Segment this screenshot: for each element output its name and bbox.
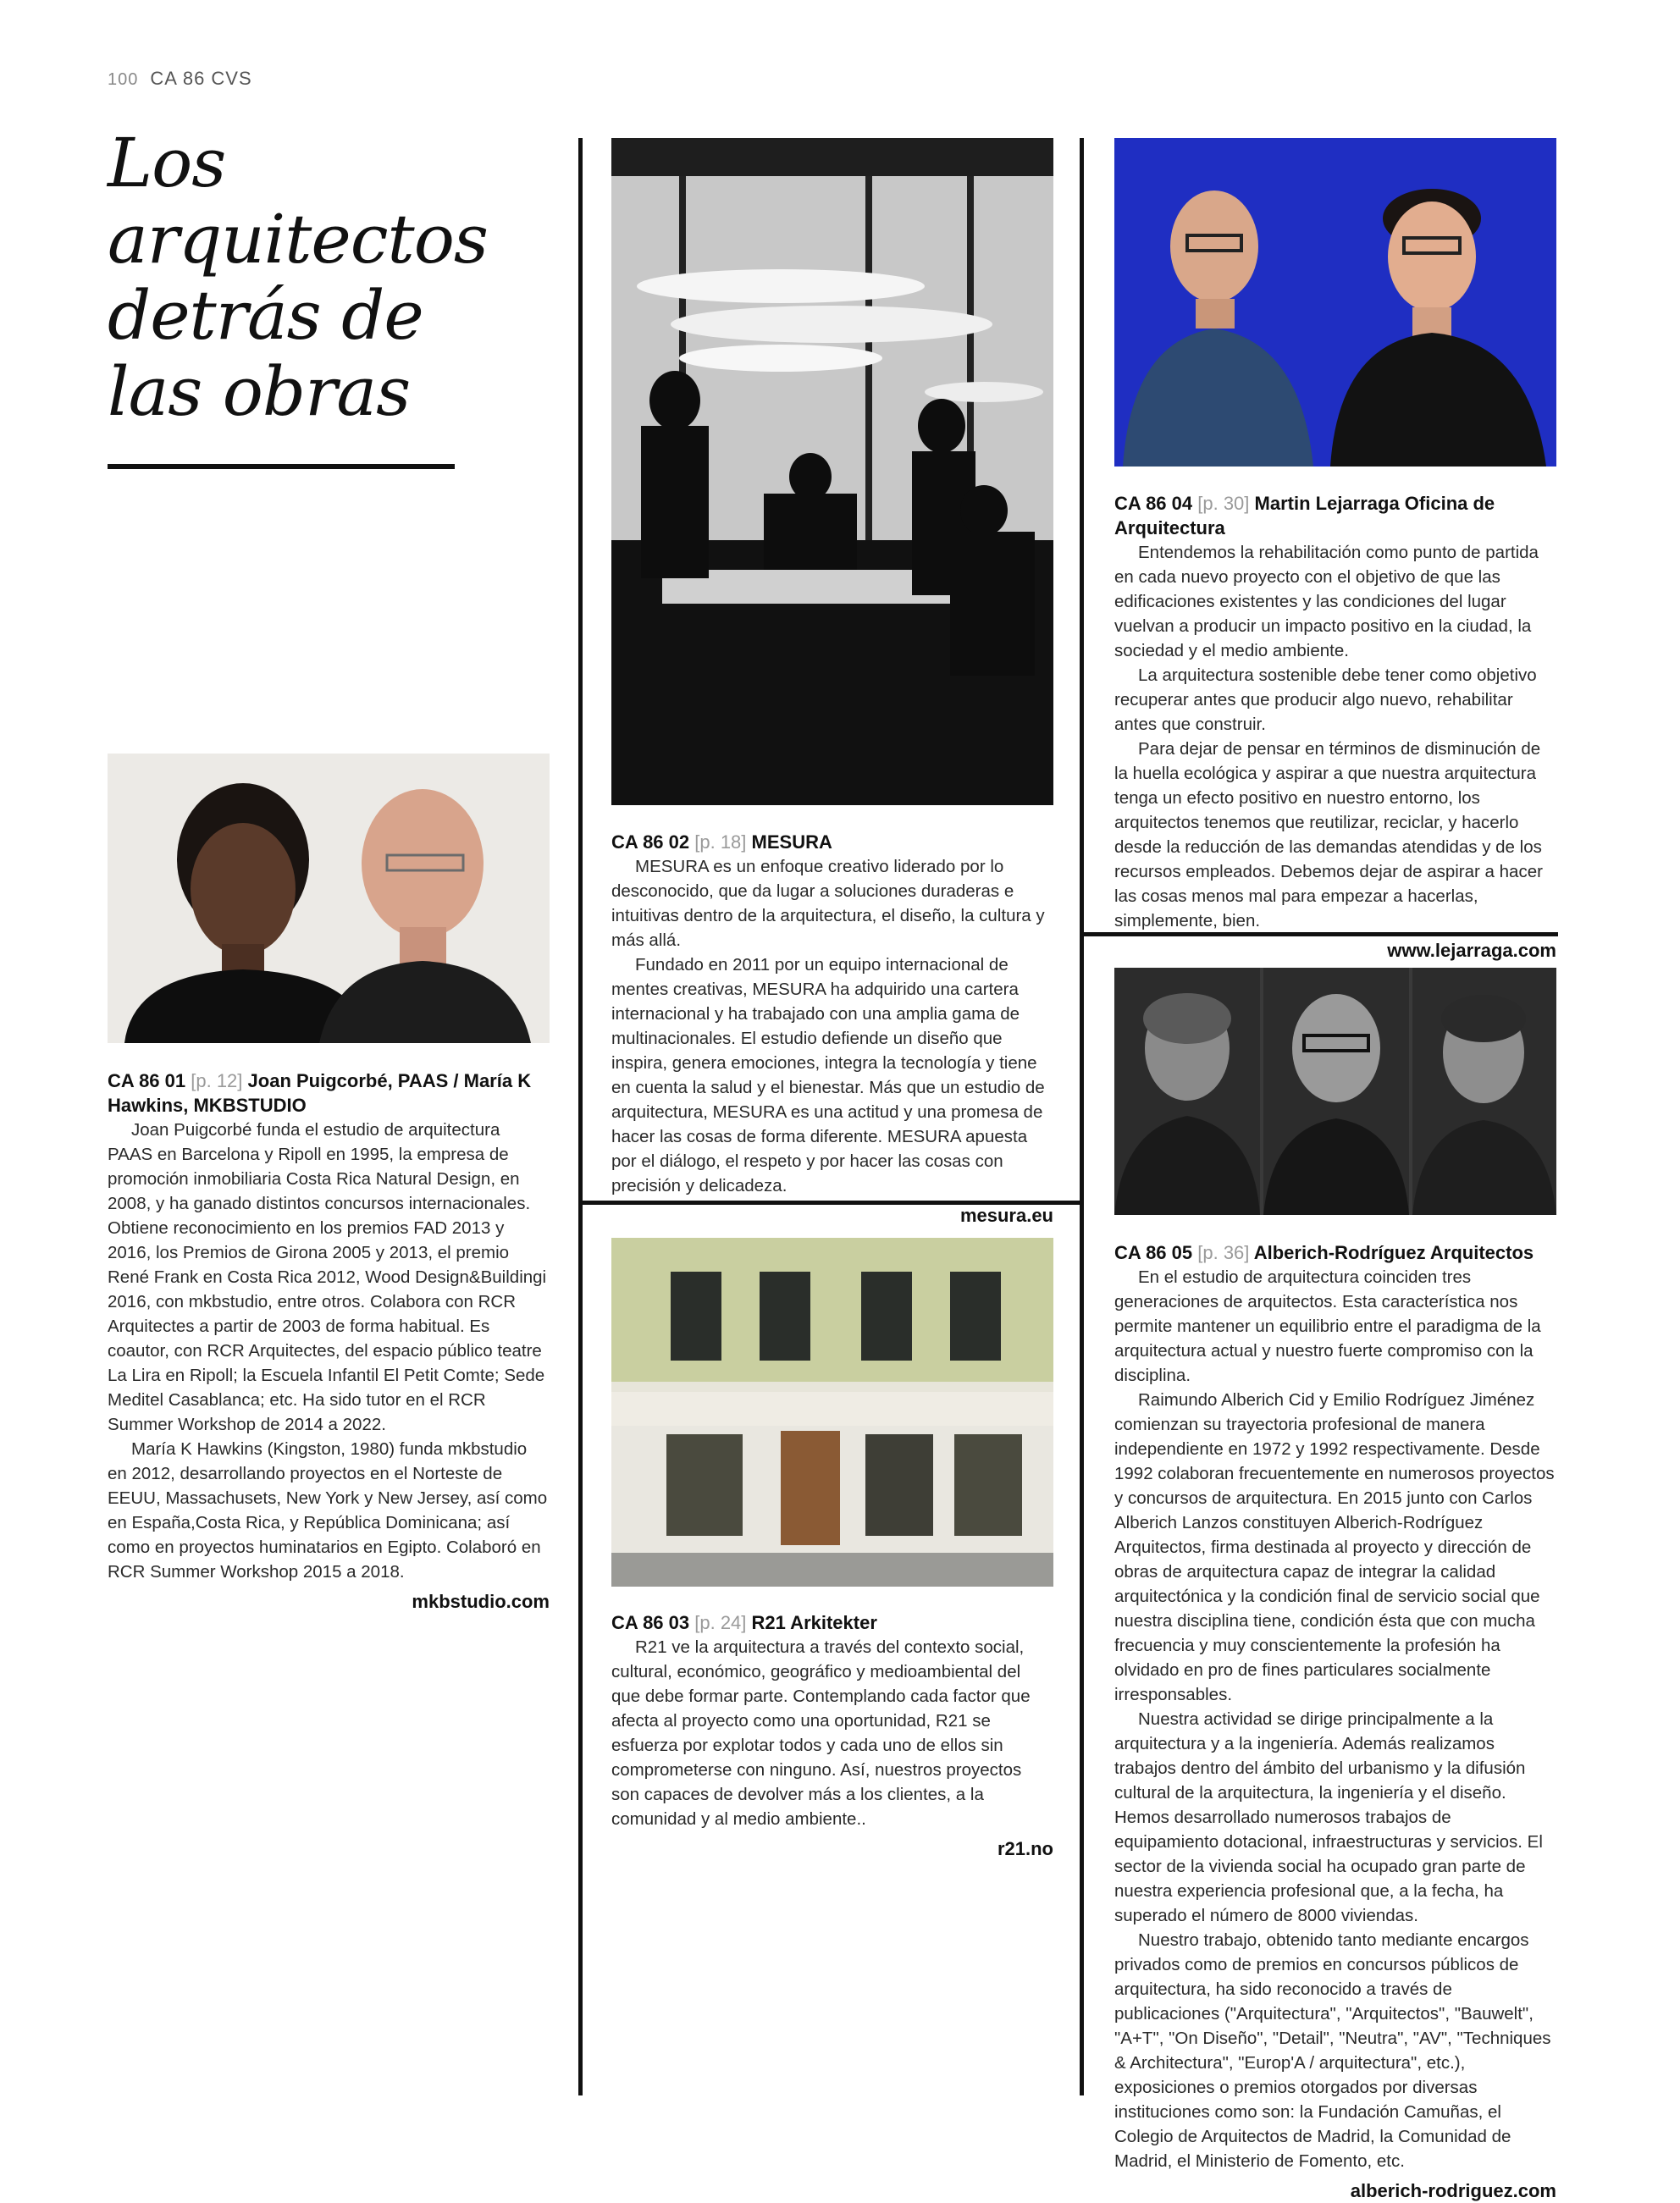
architect-entry	[1114, 1240, 1556, 2203]
entry-website-link[interactable]: r21.no	[997, 1838, 1053, 1859]
entry-code: CA 86 04	[1114, 493, 1193, 514]
entry-website-link[interactable]: mkbstudio.com	[412, 1591, 550, 1612]
entry-code: CA 86 03	[611, 1612, 690, 1633]
entry-name: Martin Lejarraga Oficina de Arquitectura	[1114, 493, 1495, 538]
entry-paragraph: Nuestra actividad se dirige principalmente a la arquitectura y a la ingeniería. Además realizamos trabajos dentro del ámbito del urbanismo y la difusión cultural de la arquitectura, la ingeniería y el diseño. Hemos desarrollado numerosos trabajos de equipamiento dotacional, infraestructuras y servicios. El sector de la vivienda social ha ocupado gran parte de nuestra experiencia profesional que, a la fecha, ha superado el número de 8000 viviendas.	[1114, 1709, 1543, 1925]
architect-entry	[1114, 491, 1556, 963]
column-divider	[1080, 138, 1084, 2095]
entry-heading	[108, 1068, 550, 1118]
entry-name: R21 Arkitekter	[751, 1612, 877, 1633]
title-line: las obras	[108, 352, 411, 431]
entry-code: CA 86 02	[611, 831, 690, 853]
page-header	[108, 68, 252, 90]
entry-heading	[611, 1610, 1053, 1635]
entry-paragraph: Raimundo Alberich Cid y Emilio Rodríguez Jiménez comienzan su trayectoria profesional de manera independiente en 1972 y 1992 respectivamente. Desde 1992 colaboran frecuentemente en numerosos proyectos y concursos de arquitectura. En 2015 junto con Carlos Alberich Lanzos constituyen Alberich-Rodríguez Arquitectos, firma destinada al proyecto y dirección de obras de arquitectura capaz de integrar la calidad arquitectónica y la condición final de servicio social que nuestra disciplina tiene, condición ésta que con mucha frecuencia y muy conscientemente la profesión ha olvidado en pro de fines particulares socialmente irresponsables.	[1114, 1390, 1555, 1704]
entry-paragraph: Para dejar de pensar en términos de disminución de la huella ecológica y aspirar a que nuestra arquitectura tenga un efecto positivo en nuestro entorno, los arquitectos tenemos que reutilizar, reciclar, y hacerlo desde la reducción de las demandas atendidas y de los recursos empleados. Debemos dejar de aspirar a hacer las cosas menos mal para empezar a hacerlas, simplemente, bien.	[1114, 739, 1543, 930]
entry-name: Alberich-Rodríguez Arquitectos	[1253, 1242, 1534, 1263]
entry-heading	[1114, 491, 1556, 540]
page-title	[108, 125, 497, 430]
entry-paragraph: Entendemos la rehabilitación como punto de partida en cada nuevo proyecto con el objetivo de que las edificaciones existentes y las condiciones del lugar vuelvan a producir un impacto positivo en la ciudad, la sociedad y el medio ambiente.	[1114, 543, 1539, 660]
title-line: detrás de	[108, 276, 423, 355]
magazine-issue: CA 86 CVS	[150, 68, 252, 89]
entry-website-link[interactable]: alberich-rodriguez.com	[1350, 2180, 1556, 2201]
entry-heading	[611, 830, 1053, 854]
entry-paragraph: María K Hawkins (Kingston, 1980) funda mkbstudio en 2012, desarrollando proyectos en el Norteste de EEUU, Massachusets, New York y New Jersey, así como en España,Costa Rica, y República Dominicana; así como en proyectos huminatarios en Egipto. Colaboró en RCR Summer Workshop 2015 a 2018.	[108, 1439, 548, 1582]
entry-paragraph: La arquitectura sostenible debe tener como objetivo recuperar antes que producir algo nuevo, rehabilitar antes que construir.	[1114, 665, 1537, 734]
entry-paragraph: Joan Puigcorbé funda el estudio de arquitectura PAAS en Barcelona y Ripoll en 1995, la empresa de promoción inmobiliaria Costa Rica Natural Design, en 2008, y ha ganado distintos concursos internacionales. Obtiene reconocimiento en los premios FAD 2013 y 2016, los Premios de Girona 2005 y 2013, el premio René Frank en Costa Rica 2012, Wood Design&Buildingi 2016, con mkbstudio, entre otros. Colabora con RCR Arquitectes a partir de 2003 de forma habitual. Es coautor, con RCR Arquitectes, del espacio público teatre La Lira en Ripoll; la Escuela Infantil El Petit Comte; Sede Meditel Casablanca; etc. Ha sido tutor en el RCR Summer Workshop de 2014 a 2022.	[108, 1120, 547, 1434]
entry-paragraph: Nuestro trabajo, obtenido tanto mediante encargos privados como de premios en concursos públicos de arquitectura, ha sido reconocido a través de publicaciones ("Arquitectura", "Arquitectos", "Bauwelt", "A+T", "On Diseño", "Detail", "Neutra", "AV", "Techniques & Architectura", "Europ'A / arquitectura", etc.), exposiciones o premios otorgados por diversas instituciones como son: la Fundación Camuñas, el Colegio de Arquitectos de Madrid, la Comunidad de Madrid, el Ministerio de Fomento, etc.	[1114, 1930, 1551, 2171]
entry-heading	[1114, 1240, 1556, 1265]
portrait-photo	[1114, 138, 1556, 467]
page-reference: [p. 24]	[694, 1612, 747, 1633]
title-line: Los	[108, 124, 226, 202]
page-number: 100	[108, 70, 139, 89]
page-reference: [p. 36]	[1197, 1242, 1250, 1263]
entry-paragraph: R21 ve la arquitectura a través del contexto social, cultural, económico, geográfico y medioambiental del que debe formar parte. Contemplando cada factor que afecta al proyecto como una oportunidad, R21 se esfuerza por explotar todos y cada uno de ellos sin comprometerse con ninguno. Así, nuestros proyectos son capaces de devolver más a los clientes, a la comunidad y al medio ambiente..	[611, 1637, 1031, 1829]
title-rule	[108, 464, 455, 469]
entry-website-link[interactable]: mesura.eu	[959, 1205, 1053, 1226]
building-photo	[611, 1238, 1053, 1587]
entry-name: Joan Puigcorbé, PAAS / María K Hawkins, MKBSTUDIO	[108, 1070, 532, 1116]
entry-website-link[interactable]: www.lejarraga.com	[1387, 940, 1556, 961]
column-divider	[578, 138, 583, 2095]
entry-code: CA 86 05	[1114, 1242, 1193, 1263]
entry-paragraph: MESURA es un enfoque creativo liderado por lo desconocido, que da lugar a soluciones duraderas e intuitivas dentro de la arquitectura, el diseño, la cultura y más allá.	[611, 857, 1045, 950]
architect-entry	[611, 1610, 1053, 1861]
architect-entry	[108, 1068, 550, 1614]
page-reference: [p. 12]	[191, 1070, 243, 1091]
portrait-photo	[1114, 968, 1556, 1215]
studio-photo	[611, 138, 1053, 805]
portrait-photo	[108, 754, 550, 1043]
page-reference: [p. 30]	[1197, 493, 1250, 514]
entry-name: MESURA	[751, 831, 832, 853]
page-reference: [p. 18]	[694, 831, 747, 853]
entry-paragraph: En el estudio de arquitectura coinciden tres generaciones de arquitectos. Esta característica nos permite mantener un equilibrio entre el paradigma de la arquitectura actual y nuestro fuerte compromiso con la disciplina.	[1114, 1267, 1541, 1385]
title-line: arquitectos	[108, 200, 488, 279]
entry-paragraph: Fundado en 2011 por un equipo internacional de mentes creativas, MESURA ha adquirido una cartera internacional y ha trabajado con una amplia gama de multinacionales. El estudio defiende un diseño que inspira, genera emociones, integra la tecnología y tiene en cuenta la salud y el bienestar. Más que un estudio de arquitectura, MESURA es una actitud y una promesa de hacer las cosas de forma diferente. MESURA apuesta por el diálogo, el respeto y por hacer las cosas con precisión y delicadeza.	[611, 955, 1045, 1195]
entry-code: CA 86 01	[108, 1070, 186, 1091]
architect-entry	[611, 830, 1053, 1228]
